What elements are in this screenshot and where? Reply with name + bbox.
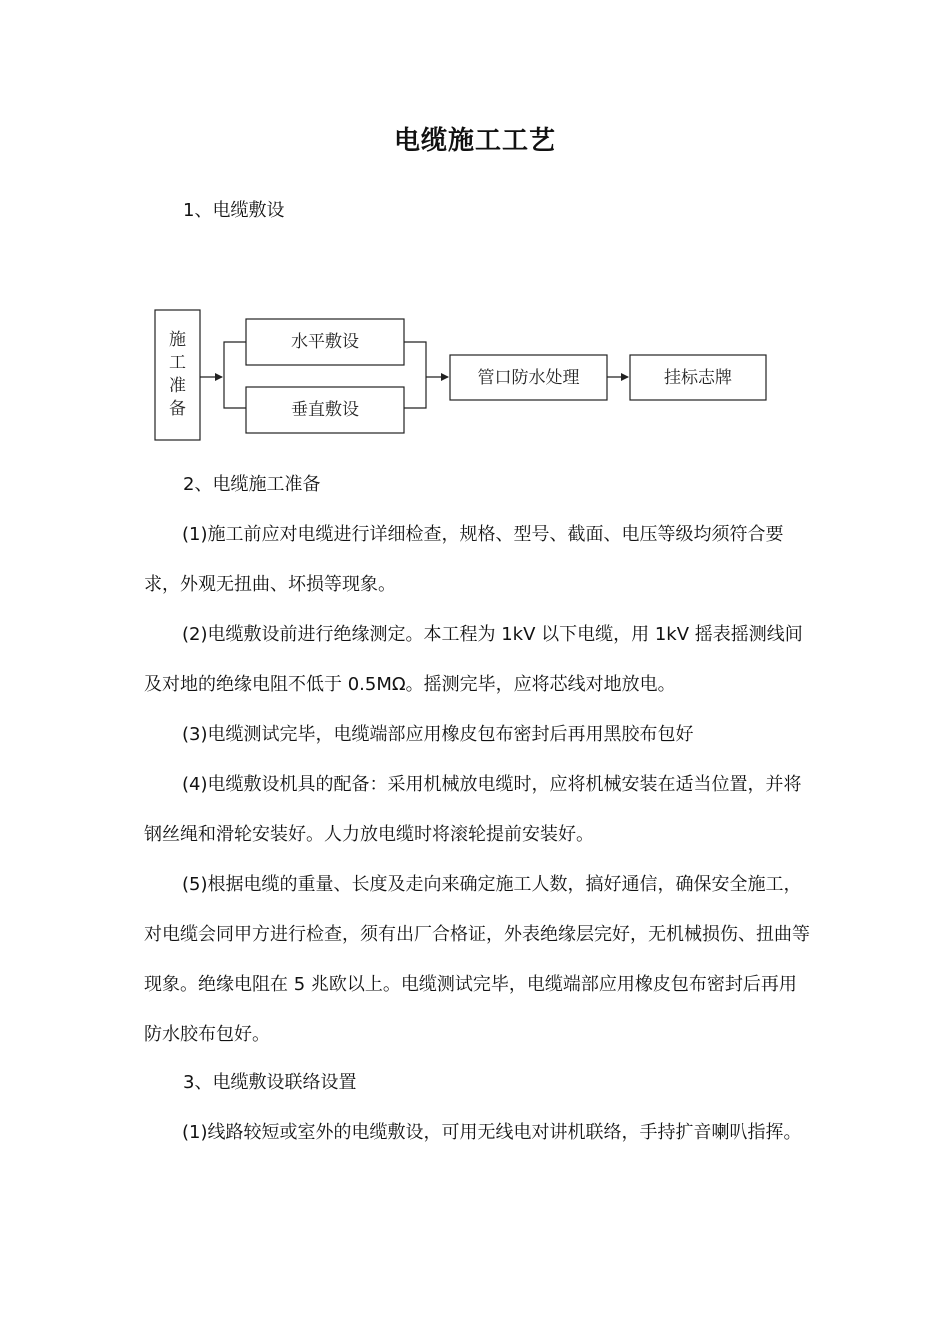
flow-prep-char-3: 准 xyxy=(169,376,186,396)
preparation-paragraphs xyxy=(144,510,812,1060)
flow-pipe-label: 管口防水处理 xyxy=(477,368,580,388)
flow-sign-label: 挂标志牌 xyxy=(664,368,732,388)
prep-paragraph-4: (4)电缆敷设机具的配备：采用机械放电缆时，应将机械安装在适当位置，并将钢丝绳和滑轮安装好。人力放电缆时将滚轮提前安装好。 xyxy=(144,774,802,845)
liaison-paragraph-1: (1)线路较短或室外的电缆敷设，可用无线电对讲机联络，手持扩音喇叭指挥。 xyxy=(182,1122,802,1143)
flow-prep-char-1: 施 xyxy=(169,330,186,350)
flow-prep-char-2: 工 xyxy=(169,353,186,373)
liaison-paragraphs xyxy=(144,1108,812,1158)
prep-paragraph-2: (2)电缆敷设前进行绝缘测定。本工程为 1kV 以下电缆，用 1kV 摇表摇测线间及对地的绝缘电阻不低于 0.5MΩ。摇测完毕，应将芯线对地放电。 xyxy=(144,624,803,695)
prep-paragraph-1: (1)施工前应对电缆进行详细检查，规格、型号、截面、电压等级均须符合要求，外观无扭曲、坏损等现象。 xyxy=(144,524,784,595)
flow-merge-bracket xyxy=(404,342,426,408)
section-heading-cable-laying: 1、电缆敷设 xyxy=(183,200,285,221)
prep-paragraph-5: (5)根据电缆的重量、长度及走向来确定施工人数，搞好通信，确保安全施工，对电缆会同甲方进行检查，须有出厂合格证，外表绝缘层完好，无机械损伤、扭曲等现象。绝缘电阻在 5 兆欧以上。电缆测试完毕，电缆端部应用橡皮包布密封后再用防水胶布包好。 xyxy=(144,874,810,1045)
flow-prep-char-4: 备 xyxy=(169,399,186,419)
cable-laying-flowchart xyxy=(150,305,780,445)
section-heading-liaison: 3、电缆敷设联络设置 xyxy=(183,1072,357,1093)
flow-horizontal-label: 水平敷设 xyxy=(291,332,359,352)
flow-split-bracket xyxy=(224,342,246,408)
page-title: 电缆施工工艺 xyxy=(393,126,556,156)
flow-vertical-label: 垂直敷设 xyxy=(291,400,359,420)
section-heading-preparation: 2、电缆施工准备 xyxy=(183,474,321,495)
prep-paragraph-3: (3)电缆测试完毕，电缆端部应用橡皮包布密封后再用黑胶布包好 xyxy=(182,724,694,745)
